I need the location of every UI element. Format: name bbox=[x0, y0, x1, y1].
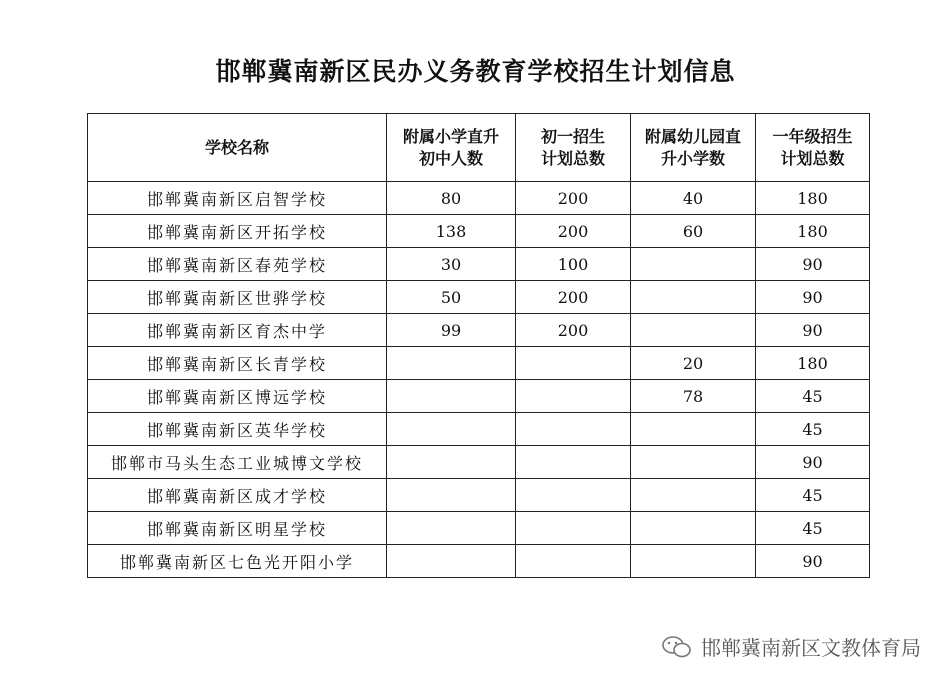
school-name-cell: 邯郸冀南新区春苑学校 bbox=[88, 248, 387, 281]
value-cell: 90 bbox=[756, 545, 870, 578]
header-grade1-plan: 一年级招生计划总数 bbox=[756, 114, 870, 182]
table-row bbox=[88, 545, 870, 578]
watermark bbox=[661, 632, 921, 661]
table-header-row bbox=[88, 114, 870, 182]
table-row bbox=[88, 347, 870, 380]
value-cell bbox=[387, 512, 516, 545]
value-cell: 30 bbox=[387, 248, 516, 281]
value-cell bbox=[516, 512, 631, 545]
value-cell: 90 bbox=[756, 446, 870, 479]
value-cell bbox=[516, 545, 631, 578]
table-row bbox=[88, 380, 870, 413]
value-cell bbox=[631, 545, 756, 578]
value-cell bbox=[631, 314, 756, 347]
table-row bbox=[88, 512, 870, 545]
value-cell: 40 bbox=[631, 182, 756, 215]
school-name-cell: 邯郸冀南新区启智学校 bbox=[88, 182, 387, 215]
header-primary-direct: 附属小学直升初中人数 bbox=[387, 114, 516, 182]
value-cell: 200 bbox=[516, 281, 631, 314]
table-row bbox=[88, 281, 870, 314]
school-name-cell: 邯郸冀南新区明星学校 bbox=[88, 512, 387, 545]
wechat-icon bbox=[661, 634, 693, 660]
value-cell bbox=[631, 281, 756, 314]
header-school-name: 学校名称 bbox=[88, 114, 387, 182]
value-cell: 90 bbox=[756, 281, 870, 314]
value-cell bbox=[631, 512, 756, 545]
table-row bbox=[88, 479, 870, 512]
value-cell: 90 bbox=[756, 248, 870, 281]
value-cell: 100 bbox=[516, 248, 631, 281]
value-cell bbox=[387, 446, 516, 479]
value-cell: 90 bbox=[756, 314, 870, 347]
value-cell bbox=[516, 413, 631, 446]
value-cell: 45 bbox=[756, 512, 870, 545]
table-row bbox=[88, 413, 870, 446]
value-cell: 200 bbox=[516, 314, 631, 347]
table-row bbox=[88, 248, 870, 281]
value-cell bbox=[387, 479, 516, 512]
header-kindergarten-direct: 附属幼儿园直升小学数 bbox=[631, 114, 756, 182]
value-cell bbox=[631, 248, 756, 281]
school-name-cell: 邯郸市马头生态工业城博文学校 bbox=[88, 446, 387, 479]
value-cell bbox=[516, 347, 631, 380]
value-cell bbox=[387, 380, 516, 413]
value-cell bbox=[631, 446, 756, 479]
watermark-text: 邯郸冀南新区文教体育局 bbox=[701, 636, 921, 660]
school-name-cell: 邯郸冀南新区育杰中学 bbox=[88, 314, 387, 347]
value-cell bbox=[387, 413, 516, 446]
value-cell bbox=[387, 347, 516, 380]
value-cell: 45 bbox=[756, 413, 870, 446]
value-cell bbox=[631, 413, 756, 446]
value-cell bbox=[631, 479, 756, 512]
value-cell: 180 bbox=[756, 182, 870, 215]
value-cell: 50 bbox=[387, 281, 516, 314]
school-name-cell: 邯郸冀南新区世骅学校 bbox=[88, 281, 387, 314]
value-cell: 180 bbox=[756, 215, 870, 248]
value-cell: 45 bbox=[756, 479, 870, 512]
header-grade7-plan: 初一招生计划总数 bbox=[516, 114, 631, 182]
school-name-cell: 邯郸冀南新区开拓学校 bbox=[88, 215, 387, 248]
value-cell: 200 bbox=[516, 215, 631, 248]
value-cell bbox=[516, 446, 631, 479]
school-name-cell: 邯郸冀南新区七色光开阳小学 bbox=[88, 545, 387, 578]
enrollment-table bbox=[87, 113, 870, 578]
school-name-cell: 邯郸冀南新区成才学校 bbox=[88, 479, 387, 512]
value-cell: 200 bbox=[516, 182, 631, 215]
value-cell: 99 bbox=[387, 314, 516, 347]
school-name-cell: 邯郸冀南新区英华学校 bbox=[88, 413, 387, 446]
table-row bbox=[88, 215, 870, 248]
table-row bbox=[88, 182, 870, 215]
page-title: 邯郸冀南新区民办义务教育学校招生计划信息 bbox=[215, 57, 736, 86]
value-cell: 45 bbox=[756, 380, 870, 413]
value-cell bbox=[387, 545, 516, 578]
table-row bbox=[88, 446, 870, 479]
school-name-cell: 邯郸冀南新区博远学校 bbox=[88, 380, 387, 413]
value-cell: 180 bbox=[756, 347, 870, 380]
value-cell: 60 bbox=[631, 215, 756, 248]
school-name-cell: 邯郸冀南新区长青学校 bbox=[88, 347, 387, 380]
value-cell: 20 bbox=[631, 347, 756, 380]
value-cell bbox=[516, 479, 631, 512]
value-cell bbox=[516, 380, 631, 413]
table-row bbox=[88, 314, 870, 347]
value-cell: 78 bbox=[631, 380, 756, 413]
value-cell: 80 bbox=[387, 182, 516, 215]
value-cell: 138 bbox=[387, 215, 516, 248]
